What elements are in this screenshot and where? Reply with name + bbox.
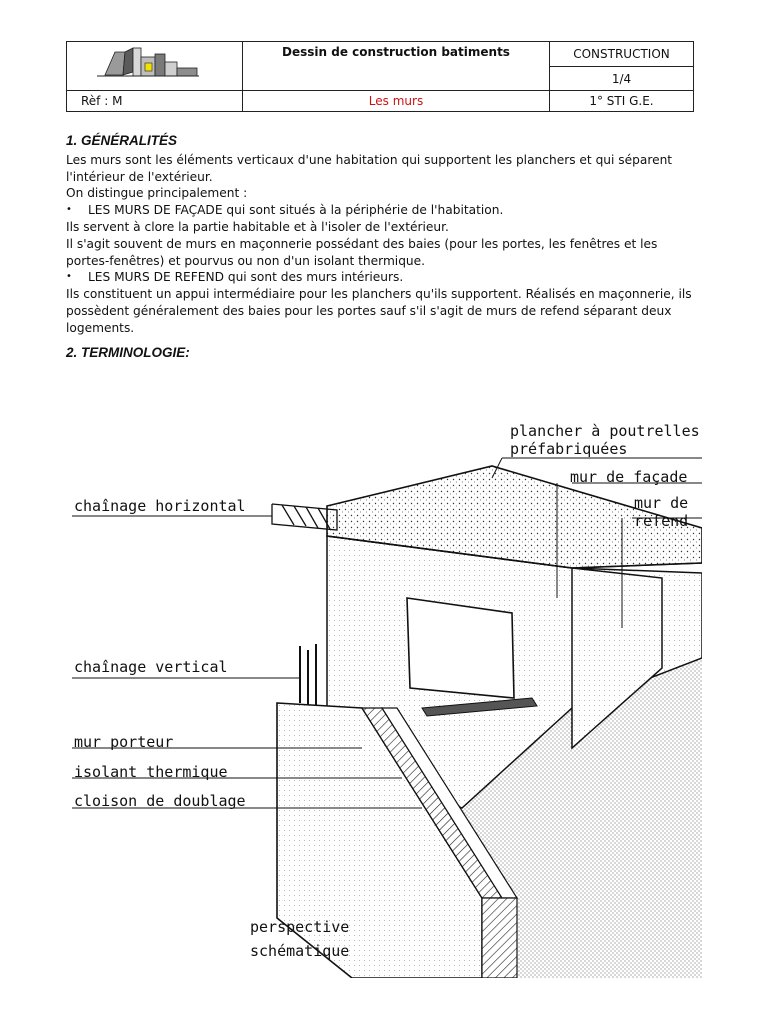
label-mur-porteur: mur porteur [74,733,174,751]
refend-paragraph: Ils constituent un appui intermédiaire pour les planchers qu'ils supportent. Réalisés en maçonnerie, ils possèdent généralement des baies pour les portes sauf s'il s'agit de murs de refend séparant deux logements. [66,287,692,335]
page-number: 1/4 [550,67,694,91]
facade-paragraph-2: Il s'agit souvent de murs en maçonnerie possédant des baies (pour les portes, les fenêtres et les portes-fenêtres) et pourvus ou non d'un isolant thermique. [66,236,658,268]
label-perspective-line1: perspective [250,918,350,936]
window-opening [407,598,514,698]
label-plancher-line1: plancher à poutrelles [510,422,700,440]
section-2-title: 2. TERMINOLOGIE: [66,344,190,360]
distinguish-line: On distingue principalement : [66,186,248,201]
header-table [66,41,694,112]
label-mur-refend-line1: mur de [634,494,689,512]
label-mur-refend-line2: refend [634,512,689,530]
bullet-facade-text: LES MURS DE FAÇADE qui sont situés à la périphérie de l'habitation. [88,203,504,218]
vertical-chain [300,644,316,708]
bullet-facade [66,202,696,219]
bullet-refend-text: LES MURS DE REFEND qui sont des murs intérieurs. [88,270,404,285]
label-mur-facade: mur de façade [570,468,688,486]
document-title: Dessin de construction batiments [243,42,550,91]
subject-cell: Les murs [243,91,550,112]
category-cell: CONSTRUCTION [550,42,694,67]
construction-blocks-logo-icon [67,42,242,87]
logo-cell [67,42,243,91]
main-content [66,133,696,363]
bullet-icon: • [66,271,72,283]
label-chainage-horizontal: chaînage horizontal [74,497,246,515]
label-perspective-line2: schématique [250,942,350,960]
terminology-figure [62,418,702,978]
bullet-icon: • [66,204,72,216]
section-1-title: 1. GÉNÉRALITÉS [66,133,178,148]
label-cloison-doublage: cloison de doublage [74,792,246,810]
class-cell: 1° STI G.E. [550,91,694,112]
intro-paragraph: Les murs sont les éléments verticaux d'une habitation qui supportent les planchers et qui séparent l'intérieur de l'extérieur. [66,152,673,184]
bullet-refend [66,269,696,286]
label-isolant-thermique: isolant thermique [74,763,228,781]
reference-cell: Rèf : M [67,91,243,112]
facade-paragraph-1: Ils servent à clore la partie habitable et à l'isoler de l'extérieur. [66,219,449,234]
label-plancher-line2: préfabriquées [510,440,628,458]
label-chainage-vertical: chaînage vertical [74,658,228,676]
